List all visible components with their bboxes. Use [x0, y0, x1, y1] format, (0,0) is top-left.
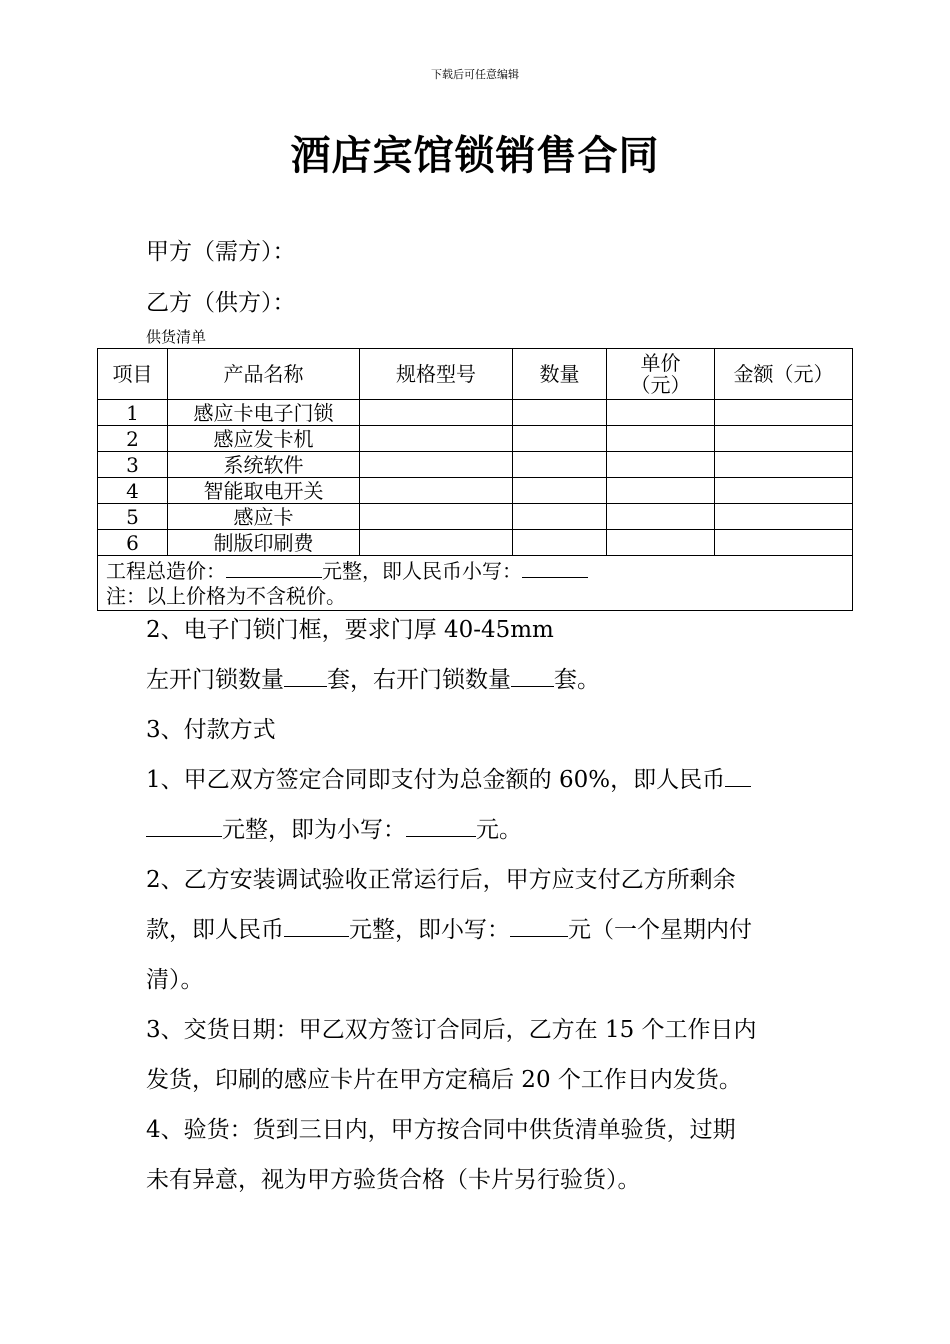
left-lock-blank — [284, 664, 327, 687]
total-price-blank — [226, 557, 322, 578]
first-payment-clause — [146, 755, 816, 805]
party-b-label: 乙方（供方）： — [146, 290, 296, 316]
row-price-cell — [607, 400, 715, 426]
delivery-date-clause-cont: 发货，印刷的感应卡片在甲方定稿后 20 个工作日内发货。 — [146, 1067, 742, 1093]
row-number: 2 — [98, 426, 168, 452]
first-payment-blank-a — [725, 764, 751, 787]
first-payment-blank-b — [146, 814, 222, 837]
party-a-label: 甲方（需方）： — [146, 239, 296, 265]
row-spec-cell — [360, 504, 513, 530]
lock-quantity-clause — [146, 655, 816, 705]
row-quantity-cell — [513, 504, 607, 530]
table-row — [98, 530, 853, 556]
row-product-name: 智能取电开关 — [168, 478, 360, 504]
row-price-cell — [607, 504, 715, 530]
inspection-clause: 4、验货：货到三日内，甲方按合同中供货清单验货，过期 — [146, 1117, 736, 1143]
table-row — [98, 478, 853, 504]
header-unit-price — [607, 349, 715, 400]
balance-payment-clause-cont — [146, 905, 816, 955]
table-row — [98, 452, 853, 478]
row-spec-cell — [360, 452, 513, 478]
row-amount-cell — [715, 452, 853, 478]
header-amount: 金额（元） — [715, 349, 853, 400]
table-row — [98, 400, 853, 426]
header-product-name: 产品名称 — [168, 349, 360, 400]
row-price-cell — [607, 452, 715, 478]
row-quantity-cell — [513, 478, 607, 504]
balance-rmb-blank — [284, 914, 349, 937]
total-price-rmb-label: 元整，即人民币小写： — [322, 559, 522, 583]
first-payment-lowercase-label: 元整，即为小写： — [222, 817, 406, 843]
table-footer-row — [98, 556, 853, 611]
row-product-name: 感应卡 — [168, 504, 360, 530]
door-frame-clause: 2、电子门锁门框，要求门厚 40-45mm — [146, 617, 554, 643]
header-quantity: 数量 — [513, 349, 607, 400]
row-quantity-cell — [513, 400, 607, 426]
row-product-name: 制版印刷费 — [168, 530, 360, 556]
table-header-row — [98, 349, 853, 400]
row-amount-cell — [715, 530, 853, 556]
row-product-name: 感应发卡机 — [168, 426, 360, 452]
row-spec-cell — [360, 426, 513, 452]
table-row — [98, 426, 853, 452]
row-amount-cell — [715, 426, 853, 452]
row-number: 3 — [98, 452, 168, 478]
row-spec-cell — [360, 530, 513, 556]
right-lock-blank — [511, 664, 554, 687]
supply-list-table — [97, 348, 853, 611]
first-payment-lowercase-blank — [406, 814, 476, 837]
balance-payment-clause-end: 清）。 — [146, 967, 204, 993]
first-payment-yuan: 元。 — [476, 817, 522, 843]
balance-deadline-text: 元（一个星期内付 — [568, 917, 752, 943]
table-row — [98, 504, 853, 530]
payment-method-heading: 3、付款方式 — [146, 717, 276, 743]
total-price-label: 工程总造价： — [106, 559, 226, 583]
row-price-cell — [607, 426, 715, 452]
supply-list-caption: 供货清单 — [146, 328, 207, 346]
row-number: 1 — [98, 400, 168, 426]
header-item: 项目 — [98, 349, 168, 400]
inspection-clause-cont: 未有异意，视为甲方验货合格（卡片另行验货）。 — [146, 1167, 641, 1193]
row-amount-cell — [715, 504, 853, 530]
set-unit: 套。 — [554, 667, 600, 693]
first-payment-text: 1、甲乙双方签定合同即支付为总金额的 60%，即人民币 — [146, 767, 726, 793]
contract-body — [146, 605, 816, 1205]
balance-lowercase-blank — [510, 914, 568, 937]
row-quantity-cell — [513, 452, 607, 478]
header-unit-price-line1: 单价 — [640, 351, 681, 375]
price-note: 注：以上价格为不含税价。 — [106, 584, 346, 608]
total-price-cell — [98, 556, 853, 611]
header-spec-model: 规格型号 — [360, 349, 513, 400]
row-amount-cell — [715, 478, 853, 504]
row-amount-cell — [715, 400, 853, 426]
row-product-name: 感应卡电子门锁 — [168, 400, 360, 426]
header-note: 下载后可任意编辑 — [431, 68, 519, 81]
row-price-cell — [607, 478, 715, 504]
balance-rmb-label: 款，即人民币 — [146, 917, 284, 943]
row-quantity-cell — [513, 530, 607, 556]
row-number: 5 — [98, 504, 168, 530]
left-lock-label: 左开门锁数量 — [146, 667, 284, 693]
row-product-name: 系统软件 — [168, 452, 360, 478]
right-lock-label: 套，右开门锁数量 — [327, 667, 511, 693]
row-number: 4 — [98, 478, 168, 504]
header-unit-price-line2: （元） — [630, 373, 691, 397]
delivery-date-clause: 3、交货日期：甲乙双方签订合同后，乙方在 15 个工作日内 — [146, 1017, 757, 1043]
first-payment-clause-cont — [146, 805, 816, 855]
row-price-cell — [607, 530, 715, 556]
row-number: 6 — [98, 530, 168, 556]
total-price-lowercase-blank — [522, 557, 588, 578]
balance-payment-clause: 2、乙方安装调试验收正常运行后，甲方应支付乙方所剩余 — [146, 867, 736, 893]
contract-title: 酒店宾馆锁销售合同 — [290, 132, 660, 179]
row-spec-cell — [360, 478, 513, 504]
row-spec-cell — [360, 400, 513, 426]
row-quantity-cell — [513, 426, 607, 452]
balance-lowercase-label: 元整，即小写： — [349, 917, 510, 943]
